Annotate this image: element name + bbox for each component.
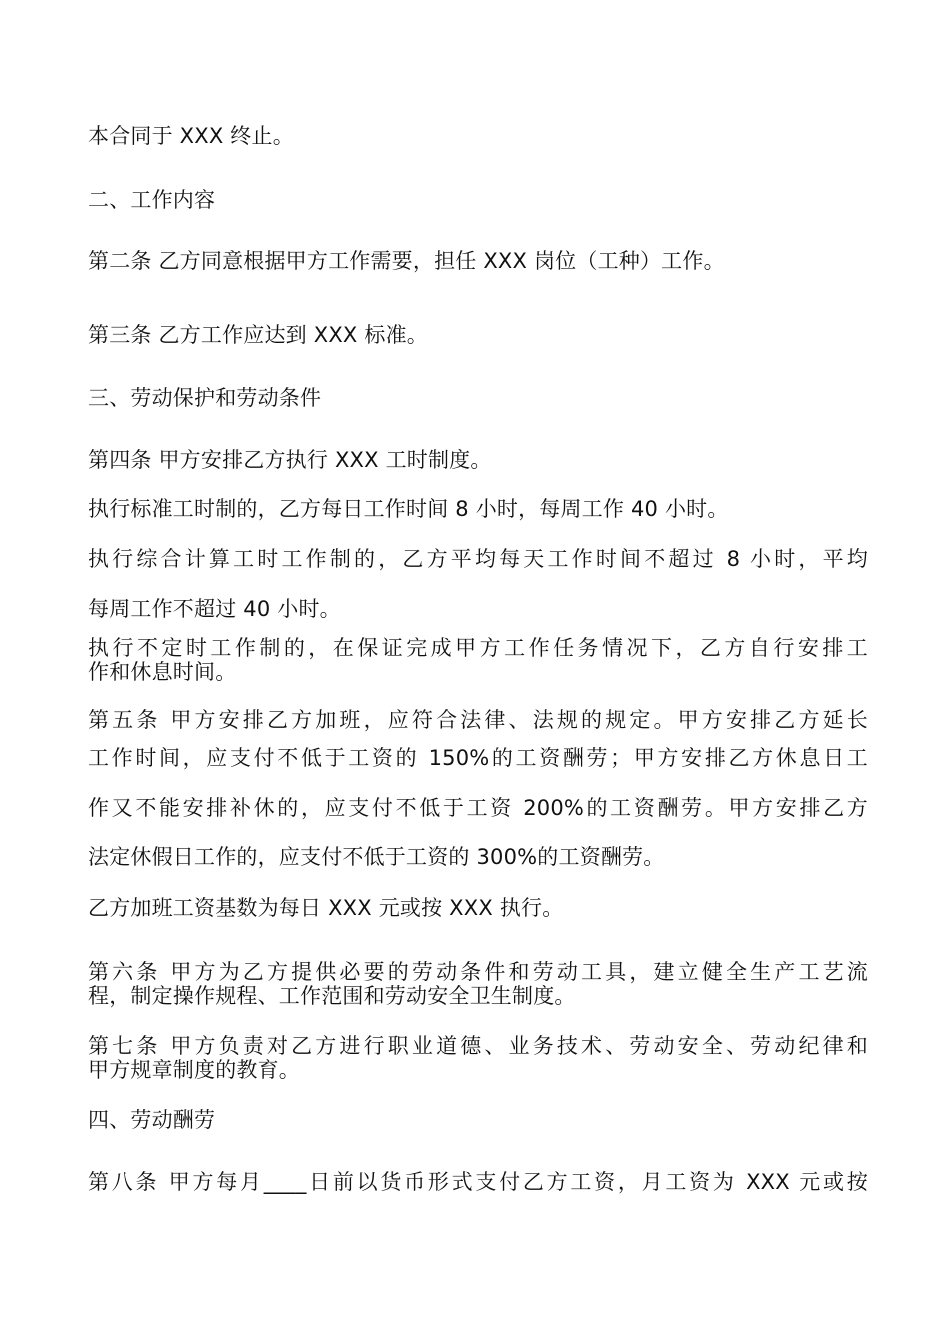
text-line: 工作时间，应支付不低于工资的 150%的工资酬劳；甲方安排乙方休息日工 [88,746,868,770]
text-line: 程，制定操作规程、工作范围和劳动安全卫生制度。 [88,984,576,1008]
text-line: 本合同于 XXX 终止。 [88,124,294,148]
text-line: 执行不定时工作制的，在保证完成甲方工作任务情况下，乙方自行安排工 [88,636,868,660]
text-line: 执行综合计算工时工作制的，乙方平均每天工作时间不超过 8 小时，平均 [88,547,868,571]
text-line: 执行标准工时制的，乙方每日工作时间 8 小时，每周工作 40 小时。 [88,497,729,521]
text-line: 第三条 乙方工作应达到 XXX 标准。 [88,323,428,347]
text-line: 第二条 乙方同意根据甲方工作需要，担任 XXX 岗位（工种）工作。 [88,249,725,273]
text-line: 第五条 甲方安排乙方加班，应符合法律、法规的规定。甲方安排乙方延长 [88,708,868,732]
text-line: 第四条 甲方安排乙方执行 XXX 工时制度。 [88,448,492,472]
text-line: 第七条 甲方负责对乙方进行职业道德、业务技术、劳动安全、劳动纪律和 [88,1034,868,1058]
text-line: 甲方规章制度的教育。 [88,1058,300,1082]
text-line: 作又不能安排补休的，应支付不低于工资 200%的工资酬劳。甲方安排乙方 [88,796,868,820]
text-line: 第六条 甲方为乙方提供必要的劳动条件和劳动工具，建立健全生产工艺流 [88,960,868,984]
text-line: 法定休假日工作的，应支付不低于工资的 300%的工资酬劳。 [88,845,665,869]
text-line: 作和休息时间。 [88,660,237,684]
text-line: 第八条 甲方每月____日前以货币形式支付乙方工资，月工资为 XXX 元或按 [88,1170,868,1194]
text-line: 每周工作不超过 40 小时。 [88,597,341,621]
section-heading: 二、工作内容 [88,188,216,212]
section-heading: 三、劳动保护和劳动条件 [88,386,322,410]
section-heading: 四、劳动酬劳 [88,1108,216,1132]
text-line: 乙方加班工资基数为每日 XXX 元或按 XXX 执行。 [88,896,564,920]
